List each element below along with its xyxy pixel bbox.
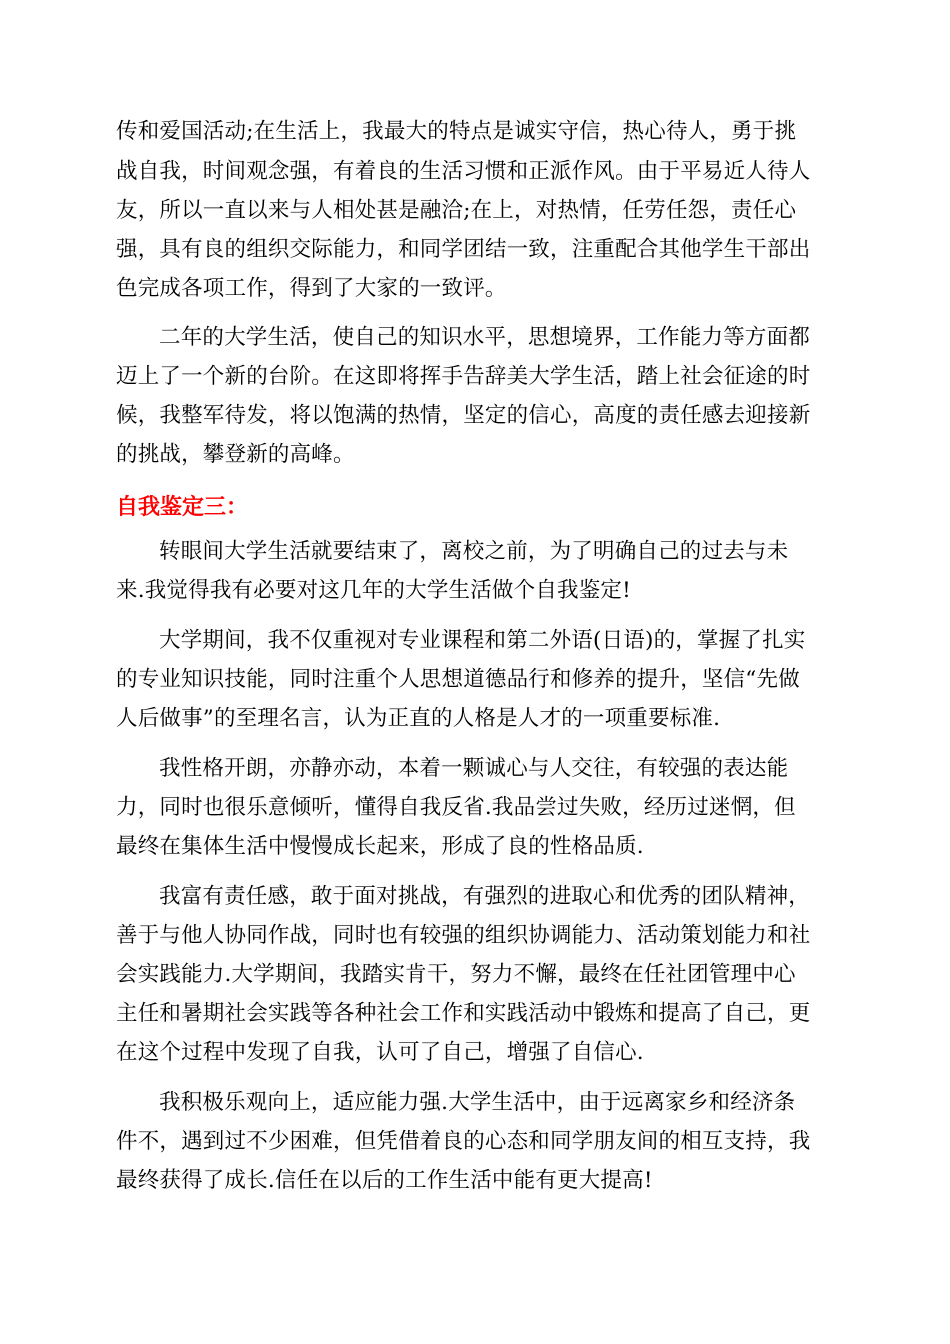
body-line: 迈上了一个新的台阶。在这即将挥手告辞美大学生活，踏上社会征途的时 bbox=[116, 364, 811, 389]
body-line: 的挑战，攀登新的高峰。 bbox=[116, 442, 355, 467]
body-line: 最终在集体生活中慢慢成长起来，形成了良的性格品质. bbox=[116, 834, 644, 859]
body-line: 我性格开朗，亦静亦动，本着一颗诚心与人交往，有较强的表达能 bbox=[159, 756, 789, 781]
body-line: 人后做事”的至理名言，认为正直的人格是人才的一项重要标准. bbox=[116, 706, 721, 731]
body-line: 的专业知识技能，同时注重个人思想道德品行和修养的提升，坚信“先做 bbox=[116, 667, 800, 692]
body-line: 我富有责任感，敢于面对挑战，有强烈的进取心和优秀的团队精神， bbox=[159, 884, 811, 909]
body-line: 主任和暑期社会实践等各种社会工作和实践活动中锻炼和提高了自己，更 bbox=[116, 1001, 811, 1026]
body-line: 来.我觉得我有必要对这几年的大学生活做个自我鉴定! bbox=[116, 578, 631, 603]
body-line: 强，具有良的组织交际能力，和同学团结一致，注重配合其他学生干部出 bbox=[116, 237, 811, 262]
body-line: 友，所以一直以来与人相处甚是融洽;在上，对热情，任劳任怨，责任心 bbox=[116, 198, 797, 223]
body-line: 我积极乐观向上，适应能力强.大学生活中，由于远离家乡和经济条 bbox=[159, 1090, 796, 1115]
body-line: 传和爱国活动;在生活上，我最大的特点是诚实守信，热心待人，勇于挑 bbox=[116, 119, 797, 144]
section-heading: 自我鉴定三： bbox=[116, 495, 249, 520]
body-line: 最终获得了成长.信任在以后的工作生活中能有更大提高! bbox=[116, 1168, 653, 1193]
body-line: 在这个过程中发现了自我，认可了自己，增强了自信心. bbox=[116, 1040, 644, 1065]
body-line: 善于与他人协同作战，同时也有较强的组织协调能力、活动策划能力和社 bbox=[116, 923, 811, 948]
body-line: 件不，遇到过不少困难，但凭借着良的心态和同学朋友间的相互支持，我 bbox=[116, 1129, 811, 1154]
body-line: 色完成各项工作，得到了大家的一致评。 bbox=[116, 276, 507, 301]
body-line: 转眼间大学生活就要结束了，离校之前，为了明确自己的过去与未 bbox=[159, 539, 789, 564]
body-line: 候，我整军待发，将以饱满的热情，坚定的信心，高度的责任感去迎接新 bbox=[116, 403, 811, 428]
body-line: 大学期间，我不仅重视对专业课程和第二外语(日语)的，掌握了扎实 bbox=[159, 628, 806, 653]
body-line: 二年的大学生活，使自己的知识水平，思想境界，工作能力等方面都 bbox=[159, 325, 811, 350]
body-line: 力，同时也很乐意倾听，懂得自我反省.我品尝过失败，经历过迷惘，但 bbox=[116, 795, 796, 820]
body-line: 战自我，时间观念强，有着良的生活习惯和正派作风。由于平易近人待人 bbox=[116, 159, 811, 184]
body-line: 会实践能力.大学期间，我踏实肯干，努力不懈，最终在任社团管理中心 bbox=[116, 962, 796, 987]
